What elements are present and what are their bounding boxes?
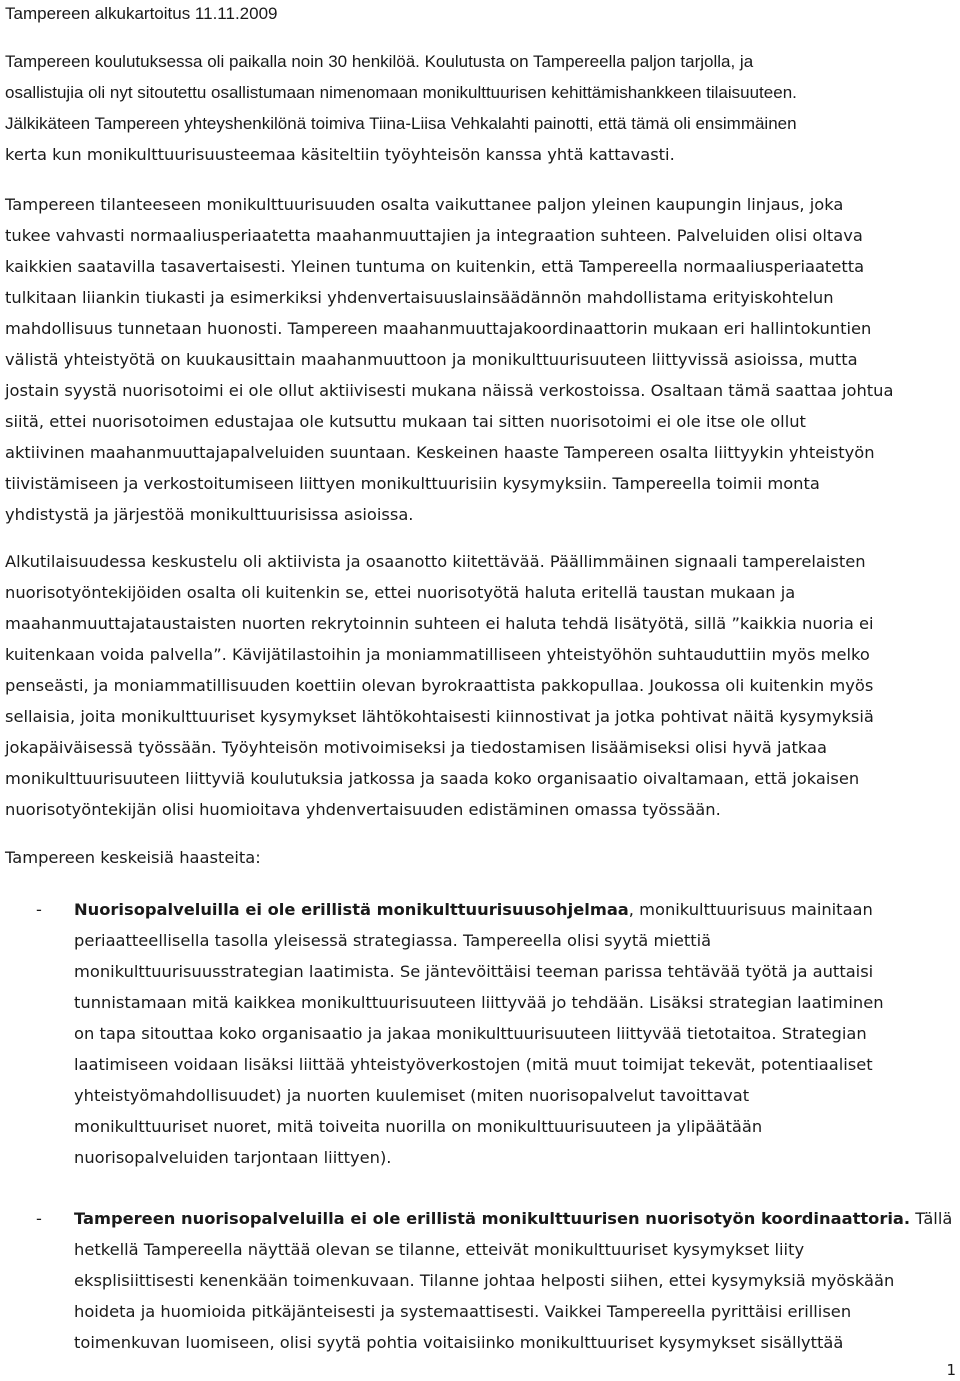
bullet-line: on tapa sitouttaa koko organisaatio ja jakaa monikulttuurisuuteen liittyvää tietotaitoa. Strategian [74,1024,867,1043]
bullet-body [74,894,959,1173]
bullet-first-line [74,1203,959,1234]
city-situation-paragraph [5,189,955,530]
paragraph-line: osallistujia oli nyt sitoutettu osallistumaan nimenomaan monikulttuurisen kehittämishankkeen tilaisuuteen. [5,83,797,102]
discussion-paragraph [5,546,955,825]
bullet-line: tunnistamaan mitä kaikkea monikulttuurisuuteen liittyvää jo tehdään. Lisäksi strategian laatiminen [74,993,884,1012]
bullet-line: eksplisiittisesti kenenkään toimenkuvaan. Tilanne johtaa helposti siihen, ettei kysymyksiä myöskään [74,1271,895,1290]
bullet-line: hetkellä Tampereella näyttää olevan se tilanne, etteivät monikulttuuriset kysymykset liity [74,1240,805,1259]
paragraph-line: kuitenkaan voida palvella”. Kävijätilastoihin ja moniammatilliseen yhteistyöhön suhtauduttiin myös melko [5,645,870,664]
paragraph-line: tulkitaan liiankin tiukasti ja esimerkiksi yhdenvertaisuuslainsäädännön mahdollistama erityiskohtelun [5,288,834,307]
bullet-bold-lead: Nuorisopalveluilla ei ole erillistä monikulttuurisuusohjelmaa [74,900,629,919]
dash-marker: - [36,900,42,919]
section-heading: Tampereen keskeisiä haasteita: [5,848,261,867]
bullet-first-line [74,894,959,925]
paragraph-line: Tampereen koulutuksessa oli paikalla noin 30 henkilöä. Koulutusta on Tampereella paljon tarjolla, ja [5,52,754,71]
document-title: Tampereen alkukartoitus 11.11.2009 [5,4,278,23]
paragraph-line: kerta kun monikulttuurisuusteemaa käsiteltiin työyhteisön kanssa yhtä kattavasti. [5,145,675,164]
paragraph-line: maahanmuuttajataustaisten nuorten rekrytoinnin suhteen ei haluta tehdä lisätyötä, sillä ”kaikkia nuoria ei [5,614,874,633]
paragraph-line: tukee vahvasti normaaliusperiaatetta maahanmuuttajien ja integraation suhteen. Palveluiden olisi oltava [5,226,863,245]
paragraph-line: Tampereen tilanteeseen monikulttuurisuuden osalta vaikuttanee paljon yleinen kaupungin linjaus, joka [5,195,844,214]
bullet-first-rest: Tällä [910,1209,953,1228]
paragraph-line: tiivistämiseen ja verkostoitumiseen liittyen monikulttuurisiin kysymyksiin. Tampereella toimii monta [5,474,820,493]
paragraph-line: siitä, ettei nuorisotoimen edustajaa ole kutsuttu mukaan tai sitten nuorisotoimi ei ole itse ole ollut [5,412,806,431]
paragraph-line: välistä yhteistyötä on kuukausittain maahanmuuttoon ja monikulttuurisuuteen liittyvissä asioissa, mutta [5,350,858,369]
page-number: 1 [946,1361,956,1379]
paragraph-line: mahdollisuus tunnetaan huonosti. Tampereen maahanmuuttajakoordinaattorin mukaan eri hallintokuntien [5,319,872,338]
paragraph-line: aktiivinen maahanmuuttajapalveluiden suuntaan. Keskeinen haaste Tampereen osalta liittyykin yhteistyön [5,443,875,462]
paragraph-line: monikulttuurisuuteen liittyviä koulutuksia jatkossa ja saada koko organisaatio oivaltamaan, että jokaisen [5,769,860,788]
bullet-line: periaatteellisella tasolla yleisessä strategiassa. Tampereella olisi syytä miettiä [74,931,712,950]
bullet-line: laatimiseen voidaan lisäksi liittää yhteistyöverkostojen (mitä muut toimijat tekevät, potentiaaliset [74,1055,873,1074]
paragraph-line: penseästi, ja moniammatillisuuden koettiin olevan byrokraattista pakkopullaa. Joukossa oli kuitenkin myös [5,676,874,695]
bullet-bold-lead: Tampereen nuorisopalveluilla ei ole erillistä monikulttuurisen nuorisotyön koordinaattoria. [74,1209,911,1228]
intro-paragraph [5,46,955,170]
paragraph-line: kaikkien saatavilla tasavertaisesti. Yleinen tuntuma on kuitenkin, että Tampereella normaaliusperiaatetta [5,257,865,276]
bullet-first-rest: , monikulttuurisuus mainitaan [628,900,873,919]
bullet-line: yhteistyömahdollisuudet) ja nuorten kuulemiset (miten nuorisopalvelut tavoittavat [74,1086,750,1105]
bullet-line: toimenkuvan luomiseen, olisi syytä pohtia voitaisiinko monikulttuuriset kysymykset sisällyttää [74,1333,844,1352]
challenges-heading [5,842,955,873]
paragraph-line: Alkutilaisuudessa keskustelu oli aktiivista ja osaanotto kiitettävää. Päällimmäinen signaali tamperelaisten [5,552,866,571]
paragraph-line: jostain syystä nuorisotoimi ei ole ollut aktiivisesti mukana näissä verkostoissa. Osaltaan tämä saattaa johtua [5,381,894,400]
paragraph-line: Jälkikäteen Tampereen yhteyshenkilönä toimiva Tiina-Liisa Vehkalahti painotti, että tämä oli ensimmäinen [5,114,797,133]
paragraph-line: nuorisotyöntekijöiden osalta oli kuitenkin se, ettei nuorisotyötä haluta eritellä taustan mukaan ja [5,583,796,602]
paragraph-line: jokapäiväisessä työssään. Työyhteisön motivoimiseksi ja tiedostamisen lisäämiseksi olisi hyvä jatkaa [5,738,827,757]
bullet-line: hoideta ja huomioida pitkäjänteisesti ja systemaattisesti. Vaikkei Tampereella pyrittäisi erillisen [74,1302,852,1321]
paragraph-line: nuorisotyöntekijän olisi huomioitava yhdenvertaisuuden edistäminen omassa työssään. [5,800,721,819]
bullet-line: monikulttuurisuusstrategian laatimista. Se jäntevöittäisi teeman parissa tehtävää työtä ja auttaisi [74,962,874,981]
dash-marker: - [36,1209,42,1228]
bullet-body [74,1203,959,1358]
paragraph-line: yhdistystä ja järjestöä monikulttuurisissa asioissa. [5,505,414,524]
bullet-line: nuorisopalveluiden tarjontaan liittyen). [74,1148,392,1167]
paragraph-line: sellaisia, joita monikulttuuriset kysymykset lähtökohtaisesti kiinnostivat ja jotka pohtivat näitä kysymyksiä [5,707,874,726]
bullet-line: monikulttuuriset nuoret, mitä toiveita nuorilla on monikulttuurisuuteen ja ylipäätään [74,1117,763,1136]
